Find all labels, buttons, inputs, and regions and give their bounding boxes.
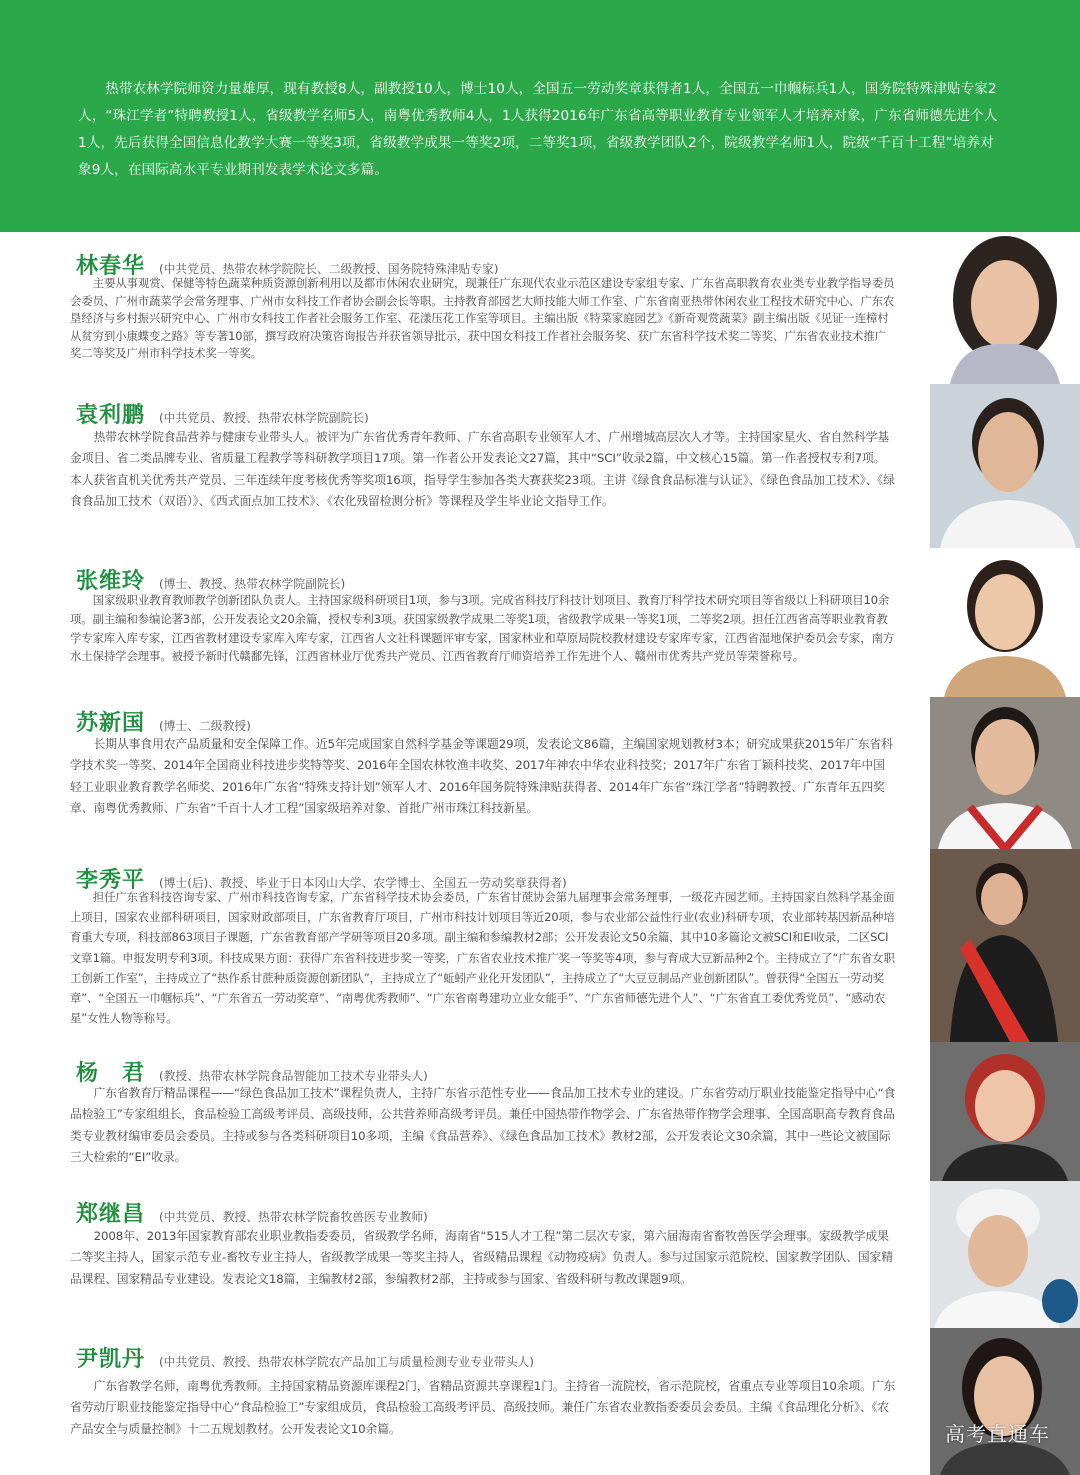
- faculty-bio: 2008年、2013年国家教育部农业职业教指委委员，省级教学名师，海南省“515人才工程”第二层次专家，第六届海南省畜牧兽医学会理事。家级教学成果二等奖主持人，国家示范专业-畜牧专业主持人，省级教学成果一等奖主持人，省级精品课程《动物疫病》负责人。参与过国家示范院校、国家教学团队、国家精品课程、国家精品专业建设。发表论文18篇，主编教材2部，参编教材2部，主持或参与国家、省级科研与教改课题9项。: [70, 1229, 893, 1286]
- faculty-photo: [930, 1328, 1080, 1475]
- faculty-bio: 担任广东省科技咨询专家、广州市科技咨询专家，广东省科学技术协会委员，广东省甘蔗协会第九届理事会常务理事，一级花卉园艺师。主持国家自然科学基金面上项目，国家农业部科研项目，国家财政部项目，广东省教育厅项目，广州市科技计划项目等近20项，参与农业部公益性行业(农业)科研专项，农业部转基因新品种培育重大专项，科技部863项目子课题，广东省教育部产学研等项目20多项。副主编和参编教材2部；公开发表论文50余篇，其中10多篇论文被SCI和EI收录，二区SCI文章1篇。申报发明专利3项。科技成果方面：获得广东省科技进步奖一等奖，广东省农业技术推广奖一等奖等4项，参与育成大豆新品种2个。主持成立了“广东省女职工创新工作室”，主持成立了“热作系甘蔗种质资源创新团队”，主持成立了“蚯蚓产业化开发团队”，主持成立了“大豆豆制品产业创新团队”。曾获得“全国五一劳动奖章”、“全国五一巾帼标兵”、“广东省五一劳动奖章”、“南粤优秀教师”、“广东省南粤建功立业女能手”、“广东省师德先进个人”、“广东省直工委优秀党员”、“感动农星”女性人物等称号。: [70, 890, 895, 1026]
- faculty-photo: [930, 384, 1080, 548]
- faculty-name: 张维玲: [76, 569, 146, 594]
- faculty-profile: [0, 849, 1080, 1042]
- profile-header: [76, 1342, 534, 1373]
- faculty-name: 苏新国: [76, 711, 146, 736]
- faculty-title: (中共党员、教授、热带农林学院副院长): [159, 411, 369, 425]
- faculty-name: 李秀平: [76, 868, 146, 893]
- faculty-photo: [930, 849, 1080, 1042]
- faculty-profile: [0, 1042, 1080, 1181]
- faculty-title: (博士(后)、教授、毕业于日本冈山大学、农学博士、全国五一劳动奖章获得者): [159, 876, 567, 890]
- faculty-name: 袁利鹏: [76, 403, 146, 428]
- faculty-title: (中共党员、教授、热带农林学院畜牧兽医专业教师): [159, 1210, 428, 1224]
- faculty-photo: [930, 548, 1080, 697]
- faculty-title: (博士、教授、热带农林学院副院长): [159, 577, 346, 591]
- faculty-profile: [0, 384, 1080, 548]
- intro-paragraph: 热带农林学院师资力量雄厚，现有教授8人，副教授10人，博士10人，全国五一劳动奖章获得者1人，全国五一巾帼标兵1人，国务院特殊津贴专家2人，“珠江学者”特聘教授1人，省级教学名师5人，南粤优秀教师4人，1人获得2016年广东省高等职业教育专业领军人才培养对象，广东省师德先进个人1人，先后获得全国信息化教学大赛一等奖3项，省级教学成果一等奖2项，二等奖1项，省级教学团队2个，院级教学名师1人，院级“千百十工程”培养对象9人，在国际高水平专业期刊发表学术论文多篇。: [78, 81, 998, 178]
- faculty-bio: 广东省教学名师，南粤优秀教师。主持国家精品资源库课程2门，省精品资源共享课程1门。主持省一流院校，省示范院校，省重点专业等项目10余项。广东省劳动厅职业技能鉴定指导中心“食品检验工”专家组成员，食品检验工高级考评员、高级技师。兼任广东省农业教指委委员会委员。主编《食品理化分析》、《农产品安全与质量控制》十二五规划教材。公开发表论文10余篇。: [70, 1379, 896, 1436]
- faculty-profile: [0, 697, 1080, 849]
- faculty-profile: [0, 1181, 1080, 1328]
- faculty-profile: [0, 232, 1080, 384]
- faculty-bio: 热带农林学院食品营养与健康专业带头人。被评为广东省优秀青年教师、广东省高职专业领军人才、广州增城高层次人才等。主持国家星火、省自然科学基金项目、省二类品牌专业、省质量工程教学等科研教学项目17项。第一作者公开发表论文27篇，其中“SCI”收录2篇，中文核心15篇。第一作者授权专利7项。本人获省直机关优秀共产党员、三年连续年度考核优秀等奖项16项，指导学生参加各类大赛获奖23项。主讲《绿食食品标准与认证》、《绿色食品加工技术》、《绿食食品加工技术（双语）》、《西式面点加工技术》、《农化残留检测分析》等课程及学生毕业论文指导工作。: [70, 430, 895, 509]
- profile-header: [76, 1197, 428, 1228]
- faculty-title: (中共党员、热带农林学院院长、二级教授、国务院特殊津贴专家): [159, 262, 499, 276]
- faculty-profile: [0, 548, 1080, 697]
- faculty-name: 郑继昌: [76, 1202, 146, 1227]
- faculty-bio: 广东省教育厅精品课程——“绿色食品加工技术”课程负责人，主持广东省示范性专业——食品加工技术专业的建设。广东省劳动厅职业技能鉴定指导中心“食品检验工”专家组组长，食品检验工高级考评员、高级技师，公共营养师高级考评员。兼任中国热带作物学会、广东省热带作物学会理事、全国高职高专教育食品类专业教材编审委员会委员。主持或参与各类科研项目10多项，主编《食品营养》、《绿色食品加工技术》教材2部，公开发表论文30余篇，其中一些论文被国际三大检索的“EI”收录。: [70, 1086, 896, 1165]
- faculty-name: 杨 君: [76, 1061, 146, 1086]
- intro-section: [0, 0, 1080, 232]
- profile-header: [76, 398, 369, 429]
- faculty-title: (中共党员、教授、热带农林学院农产品加工与质量检测专业专业带头人): [159, 1355, 534, 1369]
- faculty-name: 尹凯丹: [76, 1347, 146, 1372]
- faculty-bio: 长期从事食用农产品质量和安全保障工作。近5年完成国家自然科学基金等课题29项，发表论文86篇，主编国家规划教材3本；研究成果获2015年广东省科学技术奖一等奖、2014年全国商业科技进步奖特等奖、2016年全国农林牧渔丰收奖、2017年神农中华农业科技奖；2017年广东省丁颖科技奖、2017年中国轻工业职业教育教学名师奖、2016年广东省“特殊支持计划”领军人才、2016年国务院特殊津贴获得者、2014年广东省“珠江学者”特聘教授、广东青年五四奖章、南粤优秀教师、广东省“千百十人才工程”国家级培养对象、首批广州市珠江科技新星。: [70, 737, 893, 816]
- faculty-name: 林春华: [76, 254, 146, 279]
- faculty-title: (教授、热带农林学院食品智能加工技术专业带头人): [159, 1069, 428, 1083]
- watermark: 高考直通车: [945, 1422, 1050, 1446]
- faculty-bio: 国家级职业教育教师教学创新团队负责人。主持国家级科研项目1项，参与3项。完成省科技厅科技计划项目、教育厅科学技术研究项目等省级以上科研项目10余项。副主编和参编论著3部，公开发表论文20余篇，授权专利3项。获国家级教学成果二等奖1项，省级教学成果一等奖1项，二等奖2项。担任江西省高等职业教育教学专家库入库专家，江西省教材建设专家库入库专家，江西省人文社科课题评审专家，国家林业和草原局院校教材建设专家库专家，江西省湿地保护委员会专家，南方水土保持学会理事。被授予新时代赣鄱先锋，江西省林业厅优秀共产党员、江西省教育厅师资培养工作先进个人、赣州市优秀共产党员等荣誉称号。: [70, 593, 895, 664]
- faculty-title: (博士、二级教授): [159, 719, 251, 733]
- faculty-photo: [930, 1181, 1080, 1328]
- faculty-profile: [0, 1328, 1080, 1475]
- faculty-bio: 主要从事观赏、保健等特色蔬菜种质资源创新利用以及都市休闲农业研究，现兼任广东现代农业示范区建设专家组专家、广东省高职教育农业类专业教学指导委员会委员、广州市蔬菜学会常务理事、广州市女科技工作者协会副会长等职。主持教育部园艺大师技能大师工作室、广东省南亚热带休闲农业工程技术研究中心、广东农垦经济与乡村振兴研究中心、广州市女科技工作者社会服务工作室、花漾压花工作室等项目。主编出版《特菜家庭园艺》《新奇观赏蔬菜》副主编出版《见证一连樟村从贫穷到小康蝶变之路》等专著10部，撰写政府决策咨询报告并获省领导批示，获中国女科技工作者社会服务奖、获广东省科学技术奖二等奖、广东省农业技术推广奖二等奖及广州市科学技术奖一等奖。: [70, 276, 895, 361]
- profile-header: [76, 706, 251, 737]
- faculty-photo: [930, 1042, 1080, 1181]
- faculty-photo: [930, 697, 1080, 849]
- faculty-photo: [930, 232, 1080, 384]
